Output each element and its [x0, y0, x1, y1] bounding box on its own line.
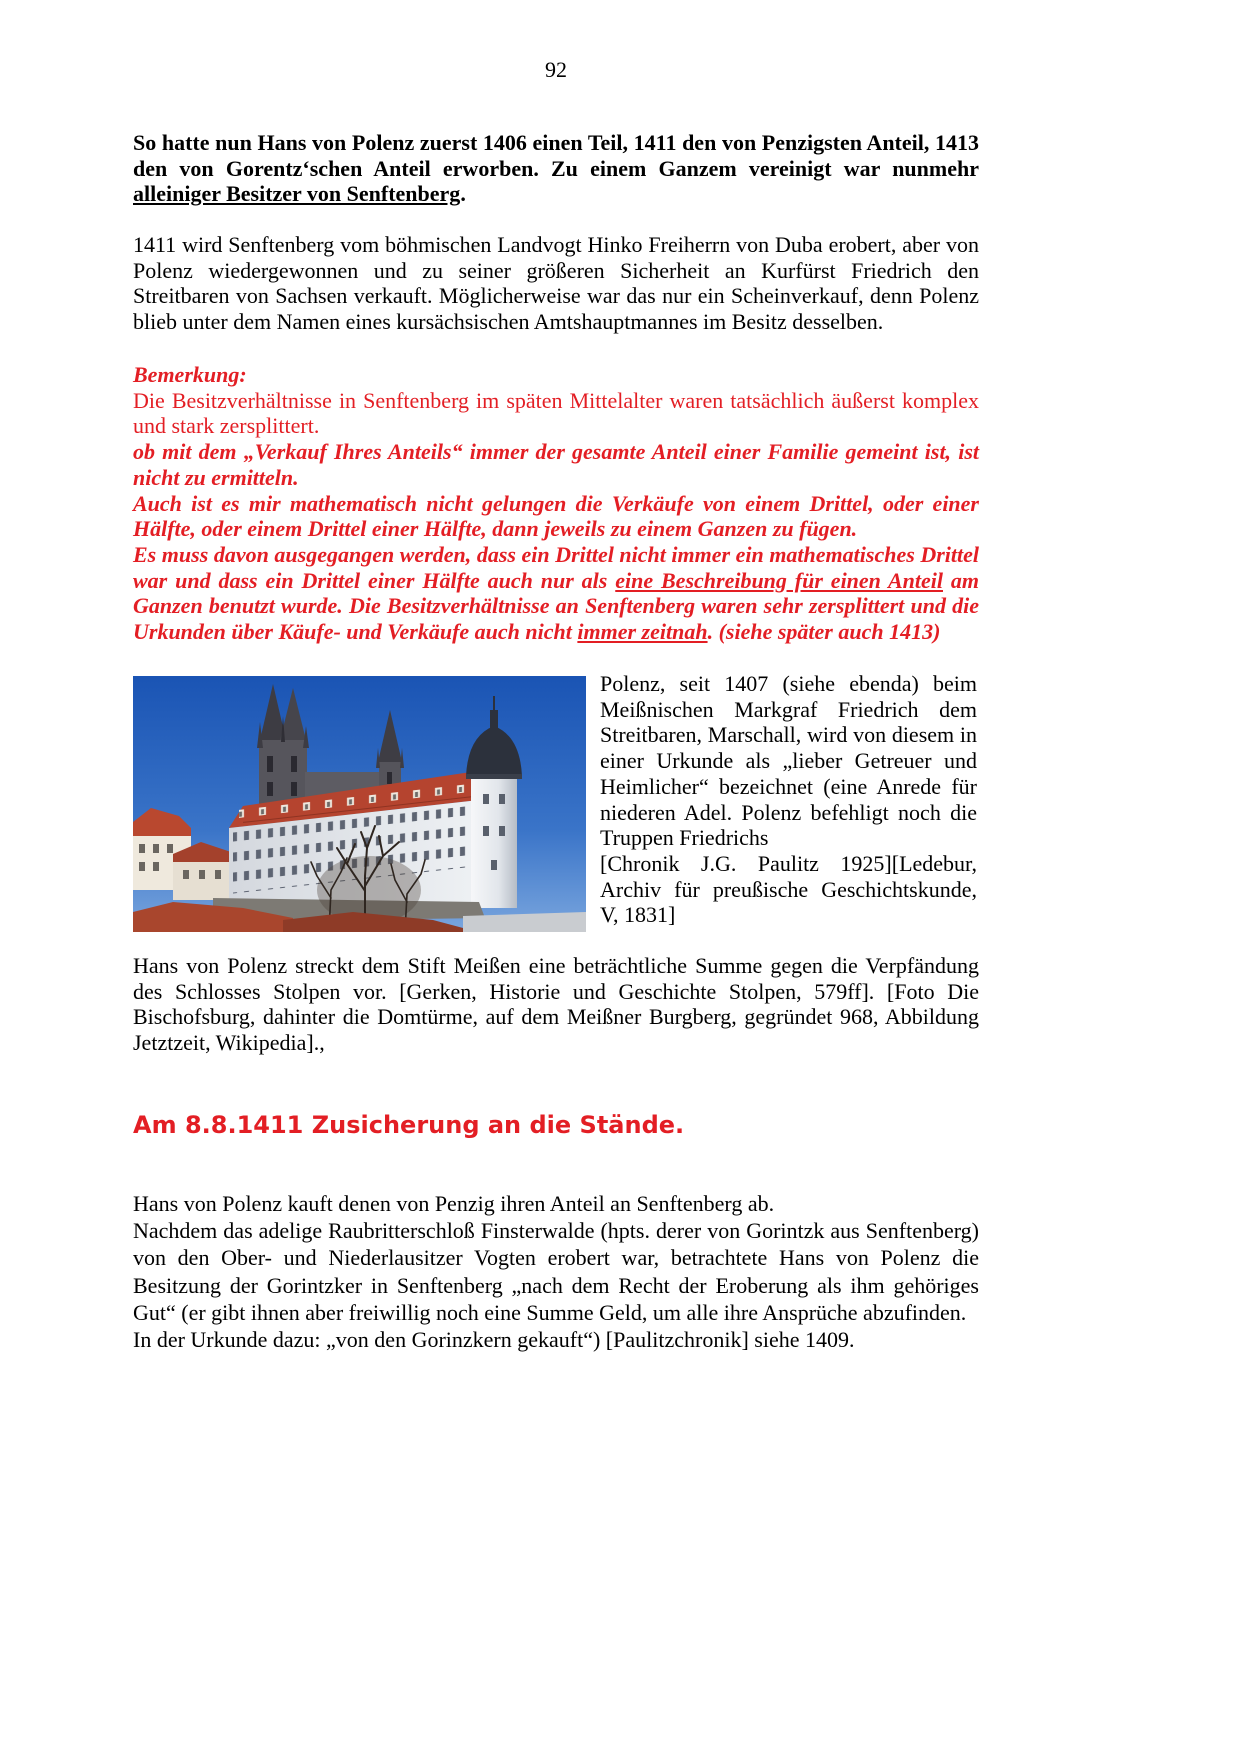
intro-paragraph: [133, 130, 979, 207]
final-line-1: Hans von Polenz kauft denen von Penzig ihren Anteil an Senftenberg ab.: [133, 1191, 775, 1216]
remark-conclusion: [133, 542, 979, 645]
paragraph-1411: 1411 wird Senftenberg vom böhmischen Landvogt Hinko Freiherrn von Duba erobert, aber von Polenz wiedergewonnen und zu seiner größeren Sicherheit an Kurfürst Friedrich den Streitbaren von Sachsen verkauft. Möglicherweise war das nur ein Scheinverkauf, denn Polenz blieb unter dem Namen eines kursächsischen Amtshauptmannes im Besitz desselben.: [133, 232, 979, 335]
intro-text: So hatte nun Hans von Polenz zuerst 1406 einen Teil, 1411 den von Penzigsten Anteil, 1413 den von Gorentz‘schen Anteil erworben. Zu einem Ganzem vereinigt war nunmehr: [133, 130, 979, 181]
paragraph-stolpen: Hans von Polenz streckt dem Stift Meißen eine beträchtliche Summe gegen die Verpfändung des Schlosses Stolpen vor. [Gerken, Historie und Geschichte Stolpen, 579ff]. [Foto Die Bischofsburg, dahinter die Domtürme, auf dem Meißner Burgberg, gegründet 968, Abbildung Jetztzeit, Wikipedia].,: [133, 953, 979, 1056]
conclusion-part-2: am Ganzen benutzt wurde. Die Besitzverhältnisse an Senftenberg waren sehr zersplittert und die Urkunden über Käufe- und Verkäufe auch nicht: [133, 567, 979, 645]
photo-sources: [Chronik J.G. Paulitz 1925][Ledebur, Archiv für preußische Geschichtskunde, V, 1831]: [600, 850, 977, 928]
photo-side-text: [600, 671, 977, 928]
final-line-3: In der Urkunde dazu: „von den Gorinzkern gekauft“) [Paulitzchronik] siehe 1409.: [133, 1327, 855, 1353]
remark-fractions: Auch ist es mir mathematisch nicht gelungen die Verkäufe von einem Drittel, oder einer Hälfte, oder einem Drittel einer Hälfte, dann jeweils zu einem Ganzen zu fügen.: [133, 490, 979, 542]
photo-caption: Polenz, seit 1407 (siehe ebenda) beim Meißnischen Markgraf Friedrich dem Streitbaren, Marschall, wird von diesem in einer Urkunde als „lieber Getreuer und Heimlicher“ bezeichnet (eine Anrede für niederen Adel. Polenz befehligt noch die Truppen Friedrichs: [600, 671, 977, 851]
conclusion-underlined-2: immer zeitnah: [577, 619, 708, 645]
conclusion-part-1: Es muss davon ausgegangen werden, dass ein Drittel nicht immer ein mathematisches Drittel war und dass ein Drittel einer Hälfte auch nur als: [133, 541, 979, 593]
remark-complexity: Die Besitzverhältnisse in Senftenberg im späten Mittelalter waren tatsächlich äußerst komplex und stark zersplittert.: [133, 387, 979, 439]
page-number: 92: [545, 57, 567, 82]
remark-sale-question: ob mit dem „Verkauf Ihres Anteils“ immer der gesamte Anteil einer Familie gemeint ist, ist nicht zu ermitteln.: [133, 439, 979, 490]
section-heading: Am 8.8.1411 Zusicherung an die Stände.: [133, 1111, 685, 1139]
remark-heading: Bemerkung:: [133, 362, 247, 387]
intro-end: .: [460, 181, 466, 207]
conclusion-underlined-1: eine Beschreibung für einen Anteil: [615, 567, 943, 593]
remark-block: [133, 362, 979, 645]
intro-underlined-text: alleiniger Besitzer von Senftenberg: [133, 181, 461, 207]
castle-photo: [133, 676, 586, 932]
final-line-2: Nachdem das adelige Raubritterschloß Finsterwalde (hpts. derer von Gorintzk aus Senftenberg) von den Ober- und Niederlausitzer Vogten erobert war, betrachtete Hans von Polenz die Besitzung der Gorintzker in Senftenberg „nach dem Recht der Eroberung als ihm gehöriges Gut“ (er gibt ihnen aber freiwillig noch eine Summe Geld, um alle ihre Ansprüche abzufinden.: [133, 1218, 979, 1325]
final-paragraph: [133, 1190, 979, 1353]
conclusion-part-3: . (siehe später auch 1413): [707, 619, 941, 645]
